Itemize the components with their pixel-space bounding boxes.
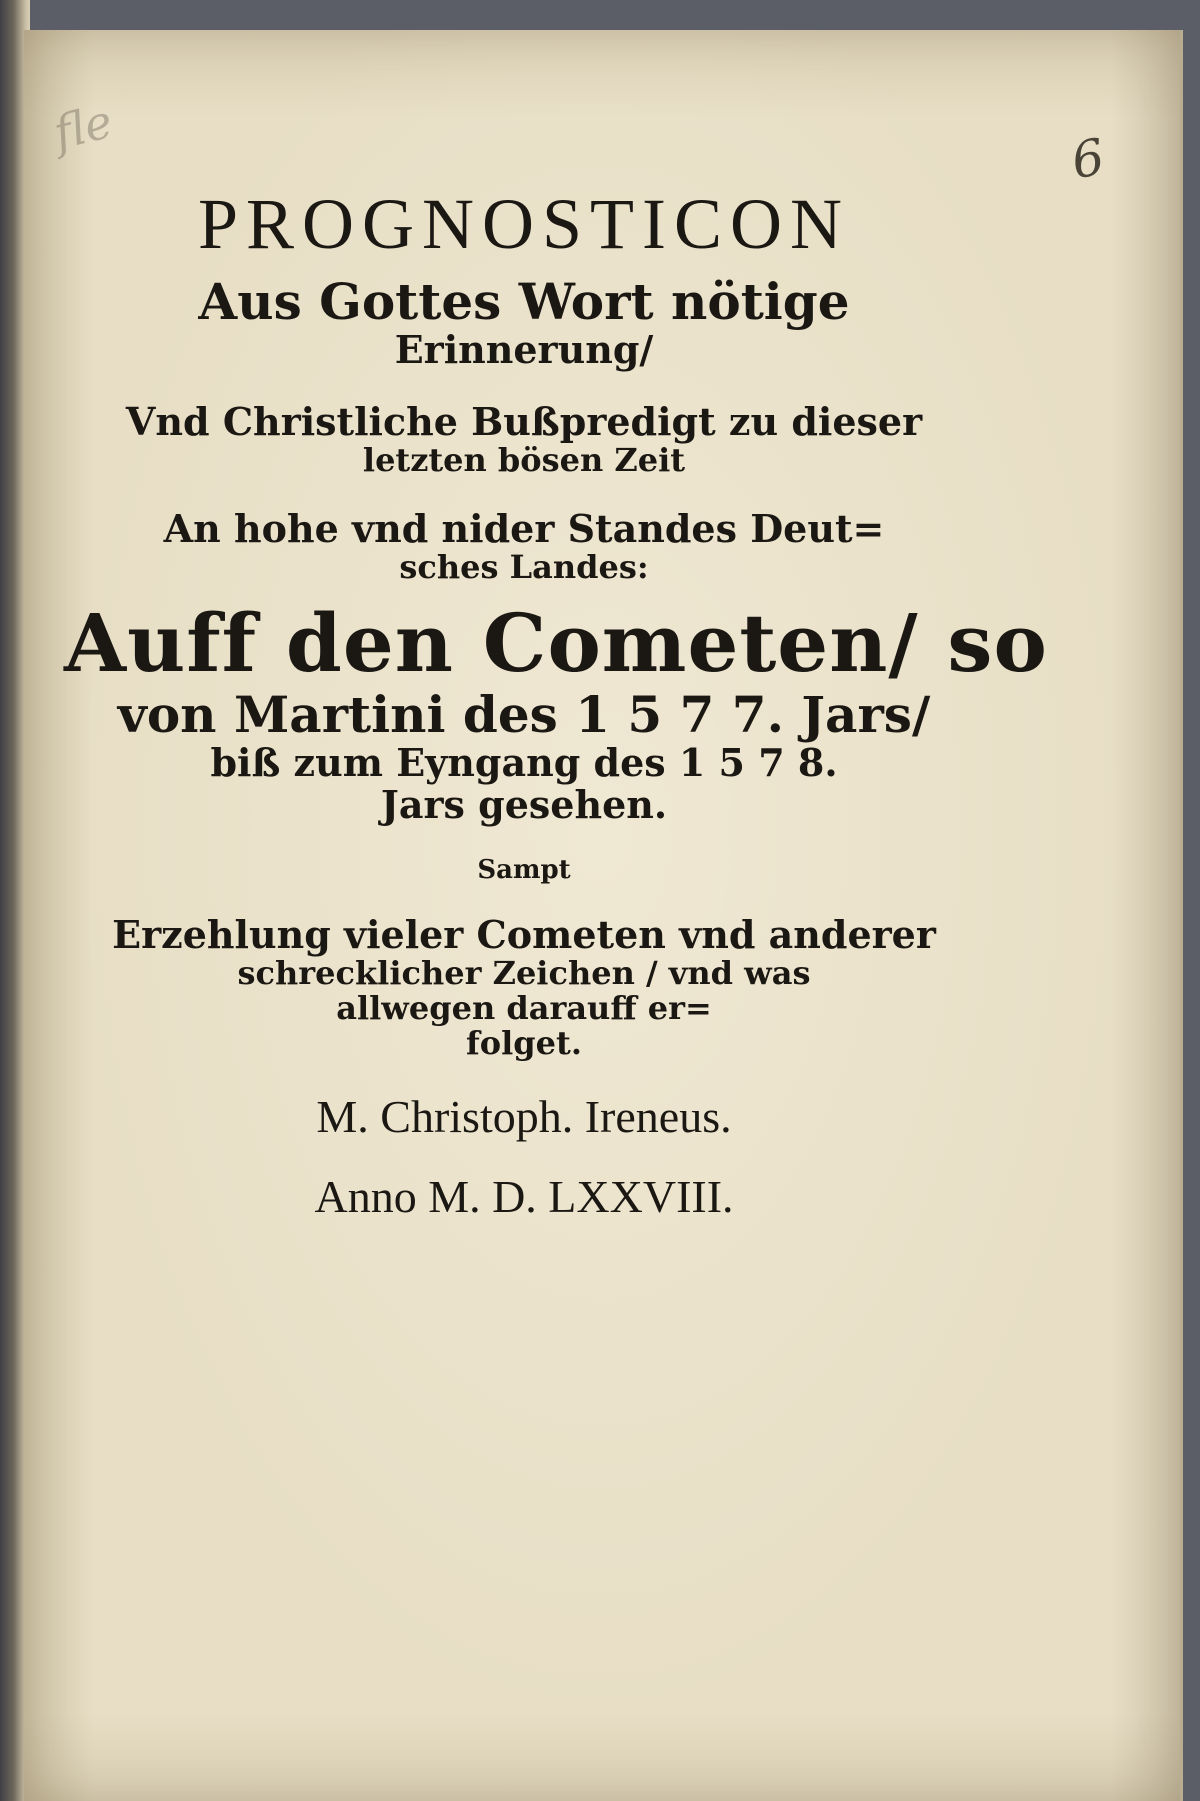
folio-number: 6 — [1067, 127, 1109, 191]
title-page-content — [64, 184, 1048, 1223]
subtitle-line-3: Vnd Christliche Bußpredigt zu dieser — [125, 398, 923, 444]
sampt-label: Sampt — [477, 854, 571, 885]
narration-line-3: allwegen darauff er= — [336, 989, 712, 1028]
imprint-year: Anno M. D. LXXVIII. — [314, 1171, 734, 1223]
page-title: PROGNOSTICON — [197, 184, 851, 264]
subtitle-line-2: Erinnerung/ — [394, 327, 654, 373]
subtitle-line-4: letzten bösen Zeit — [362, 440, 686, 479]
main-title-line-3: biß zum Eyngang des 1 5 7 8. — [210, 739, 838, 785]
narration-line-2: schrecklicher Zeichen / vnd was — [237, 953, 811, 992]
subtitle-line-1: Aus Gottes Wort nötige — [198, 272, 850, 332]
author-line: M. Christoph. Ireneus. — [316, 1090, 732, 1142]
library-stamp-mark: fle — [48, 93, 118, 161]
document-page — [24, 30, 1183, 1801]
narration-line-1: Erzehlung vieler Cometen vnd anderer — [112, 912, 936, 958]
main-title-line-4: Jars gesehen. — [380, 781, 668, 827]
address-line-1: An hohe vnd nider Standes Deut= — [163, 505, 885, 551]
address-line-2: sches Landes: — [399, 547, 649, 586]
main-title-line-1: Auff den Cometen/ so — [64, 595, 1048, 690]
narration-line-4: folget. — [466, 1024, 582, 1063]
main-title-line-2: von Martini des 1 5 7 7. Jars/ — [117, 684, 931, 744]
